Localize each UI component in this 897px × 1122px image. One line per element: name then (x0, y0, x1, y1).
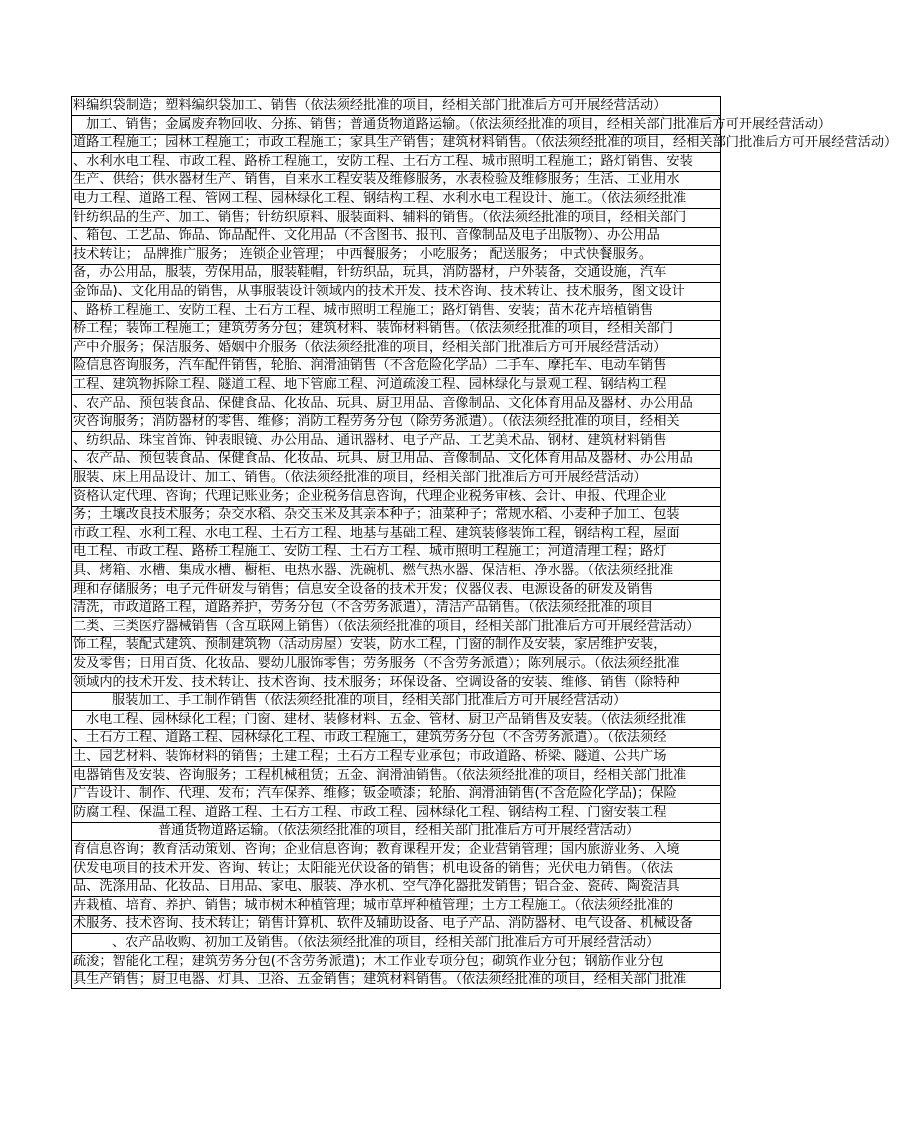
grid-row: 清洗，市政道路工程，道路养护，劳务分包（不含劳务派遣），清洁产品销售。（依法须经批准的项目 (72, 599, 720, 618)
grid-row: 、土石方工程、道路工程、园林绿化工程、市政工程施工，建筑劳务分包（不含劳务派遣）。（依法须经 (72, 729, 720, 748)
grid-row: 备，办公用品，服装，劳保用品，服装鞋帽，针纺织品，玩具，消防器材，户外装备，交通设施，汽车 (72, 264, 720, 283)
grid-row: 、农产品收购、初加工及销售。（依法须经批准的项目，经相关部门批准后方可开展经营活动） (72, 934, 720, 953)
grid-row: 品、洗涤用品、化妆品、日用品、家电、服装、净水机、空气净化器批发销售；铝合金、瓷砖、陶瓷洁具 (72, 878, 720, 897)
grid-row: 术服务、技术咨询、技术转让；销售计算机、软件及辅助设备、电子产品、消防器材、电气设备、机械设备 (72, 915, 720, 934)
grid-row: 具生产销售；厨卫电器、灯具、卫浴、五金销售；建筑材料销售。（依法须经批准的项目，经相关部门批准 (73, 972, 687, 988)
grid-row: 生产、供给；供水器材生产、销售，自来水工程安装及维修服务，水表检验及维修服务；生活、工业用水 (72, 171, 720, 190)
grid-row: 二类、三类医疗器械销售（含互联网上销售）（依法须经批准的项目，经相关部门批准后方可开展经营活动） (72, 618, 720, 637)
grid-row: 、农产品、预包装食品、保健食品、化妆品、玩具、厨卫用品、音像制品、文化体育用品及器材、办公用品 (72, 450, 720, 469)
grid-row: 育信息咨询；教育活动策划、咨询；企业信息咨询；教育课程开发；企业营销管理；国内旅游业务、入境 (72, 841, 720, 860)
grid-row: 务；土壤改良技术服务；杂交水稻、杂交玉米及其亲本种子；油菜种子；常规水稻、小麦种子加工、包装 (72, 506, 720, 525)
grid-row: 、路桥工程施工、安防工程、土石方工程、城市照明工程施工；路灯销售、安装；苗木花卉培植销售 (72, 302, 720, 321)
grid-row: 卉栽植、培育、养护、销售；城市树木种植管理；城市草坪种植管理；土方工程施工。（依法须经批准的 (72, 897, 720, 916)
grid-row: 服装加工、手工制作销售（依法须经批准的项目，经相关部门批准后方可开展经营活动） (72, 692, 720, 711)
grid-row: 疏浚；智能化工程；建筑劳务分包(不含劳务派遣)；木工作业专项分包；砌筑作业分包；钢筋作业分包 (72, 953, 720, 972)
grid-row: 针纺织品的生产、加工、销售；针纺织原料、服装面料、辅料的销售。（依法须经批准的项目，经相关部门 (72, 209, 720, 228)
grid-row: 土、园艺材料、装饰材料的销售；土建工程；土石方工程专业承包；市政道路、桥梁、隧道、公共广场 (72, 748, 720, 767)
grid-row: 防腐工程、保温工程、道路工程、土石方工程、市政工程、园林绿化工程、钢结构工程、门窗安装工程 (72, 804, 720, 823)
grid-row: 广告设计、制作、代理、发布；汽车保养、维修；钣金喷漆；轮胎、润滑油销售(不含危险化学品)；保险 (72, 785, 720, 804)
grid-row: 险信息咨询服务，汽车配件销售，轮胎、润滑油销售（不含危险化学品）二手车、摩托车、电动车销售 (72, 357, 720, 376)
grid-row: 道路工程施工；园林工程施工；市政工程施工；家具生产销售；建筑材料销售。（依法须经批准的项目，经相关部门批准后方可开展经营活动） (72, 134, 720, 153)
grid-row: 、水利水电工程、市政工程、路桥工程施工，安防工程、土石方工程、城市照明工程施工；路灯销售、安装 (72, 153, 720, 172)
grid-row: 灾咨询服务；消防器材的零售、维修；消防工程劳务分包（除劳务派遣）。（依法须经批准的项目，经相关 (72, 413, 720, 432)
grid-row: 资格认定代理、咨询；代理记账业务；企业税务信息咨询，代理企业税务审核、会计、申报、代理企业 (72, 488, 720, 507)
grid-row: 金饰品)、文化用品的销售，从事服装设计领域内的技术开发、技术咨询、技术转让、技术服务，图文设计 (72, 283, 720, 302)
grid-row: 料编织袋制造；塑料编织袋加工、销售（依法须经批准的项目，经相关部门批准后方可开展经营活动） (72, 97, 720, 116)
grid-row: 电器销售及安装、咨询服务；工程机械租赁；五金、润滑油销售。（依法须经批准的项目，经相关部门批准 (72, 767, 720, 786)
grid-row: 伏发电项目的技术开发、咨询、转让；太阳能光伏设备的销售；机电设备的销售；光伏电力销售。（依法 (72, 860, 720, 879)
grid-row: 工程、建筑物拆除工程、隧道工程、地下管廊工程、河道疏浚工程、园林绿化与景观工程、钢结构工程 (72, 376, 720, 395)
grid-row: 、箱包、工艺品、饰品、饰品配件、文化用品（不含图书、报刊、音像制品及电子出版物）、办公用品 (72, 227, 720, 246)
grid-row: 水电工程、园林绿化工程；门窗、建材、装修材料、五金、管材、厨卫产品销售及安装。（依法须经批准 (72, 711, 720, 730)
grid-row: 饰工程，装配式建筑、预制建筑物（活动房屋）安装，防水工程，门窗的制作及安装，家居维护安装， (72, 636, 720, 655)
grid-row: 、纺织品、珠宝首饰、钟表眼镜、办公用品、通讯器材、电子产品、工艺美术品、钢材、建筑材料销售 (72, 432, 720, 451)
grid-row: 服装、床上用品设计、加工、销售。（依法须经批准的项目，经相关部门批准后方可开展经营活动） (72, 469, 720, 488)
grid-row: 领域内的技术开发、技术转让、技术咨询、技术服务；环保设备、空调设备的安装、维修、销售（除特种 (72, 674, 720, 693)
grid-row: 电力工程、道路工程、管网工程、园林绿化工程、钢结构工程、水利水电工程设计、施工。（依法须经批准 (72, 190, 720, 209)
grid-row: 技术转让； 品牌推广服务； 连锁企业管理； 中西餐服务； 小吃服务； 配送服务； 中式快餐服务。 (72, 246, 720, 265)
grid-row: 电工程、市政工程、路桥工程施工、安防工程、土石方工程、城市照明工程施工；河道清理工程；路灯 (72, 543, 720, 562)
grid-row: 桥工程；装饰工程施工；建筑劳务分包；建筑材料、装饰材料销售。（依法须经批准的项目，经相关部门 (72, 320, 720, 339)
grid-row: 产中介服务；保洁服务、婚姻中介服务（依法须经批准的项目，经相关部门批准后方可开展经营活动） (72, 339, 720, 358)
grid-row: 具、烤箱、水槽、集成水槽、橱柜、电热水器、洗碗机、燃气热水器、保洁柜、净水器。（依法须经批准 (72, 562, 720, 581)
grid-row: 普通货物道路运输。（依法须经批准的项目，经相关部门批准后方可开展经营活动） (72, 822, 720, 841)
grid-row: 发及零售；日用百货、化妆品、婴幼儿服饰零售；劳务服务（不含劳务派遣）；陈列展示。（依法须经批准 (72, 655, 720, 674)
grid-row: 、农产品、预包装食品、保健食品、化妆品、玩具、厨卫用品、音像制品、文化体育用品及器材、办公用品 (72, 395, 720, 414)
grid-row: 加工、销售；金属废弃物回收、分拣、销售；普通货物道路运输。（依法须经批准的项目，经相关部门批准后方可开展经营活动） (72, 116, 720, 135)
text-grid (71, 96, 897, 989)
grid-row: 理和存储服务；电子元件研发与销售；信息安全设备的技术开发；仪器仪表、电源设备的研发及销售 (72, 581, 720, 600)
grid-row: 市政工程、水利工程、水电工程、土石方工程、地基与基础工程、建筑装修装饰工程，钢结构工程，屋面 (72, 525, 720, 544)
